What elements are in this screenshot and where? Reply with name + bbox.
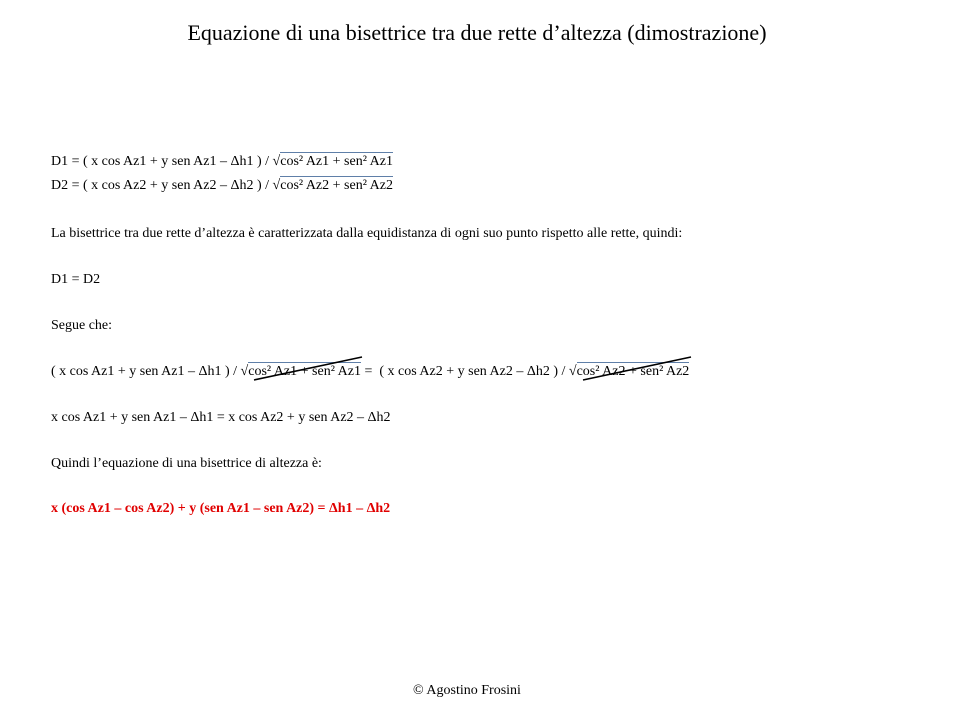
d2-lhs: D2 = ( x cos Az2 + y sen Az2 – Δh2 ) / √ bbox=[51, 178, 281, 193]
right-numerator: ( x cos Az2 + y sen Az2 – Δh2 ) / √ bbox=[379, 364, 577, 379]
result-equation: x (cos Az1 – cos Az2) + y (sen Az1 – sen Az2) = Δh1 – Δh2 bbox=[51, 501, 391, 516]
left-radicand-text: cos² Az1 + sen² Az1 bbox=[248, 364, 361, 379]
copyright-footer: © Agostino Frosini bbox=[413, 683, 521, 698]
d1-lhs: D1 = ( x cos Az1 + y sen Az1 – Δh1 ) / √ bbox=[51, 154, 281, 169]
d2-radicand: cos² Az2 + sen² Az2 bbox=[280, 178, 393, 193]
equals-sign: = bbox=[360, 364, 380, 379]
left-numerator: ( x cos Az1 + y sen Az1 – Δh1 ) / √ bbox=[51, 364, 249, 379]
expanded-equation bbox=[51, 364, 689, 380]
conclusion-text: Quindi l’equazione di una bisettrice di altezza è: bbox=[51, 456, 322, 471]
right-radicand bbox=[577, 362, 690, 380]
simplified-equation: x cos Az1 + y sen Az1 – Δh1 = x cos Az2 + y sen Az2 – Δh2 bbox=[51, 410, 391, 425]
d2-formula bbox=[51, 178, 393, 194]
d1-formula bbox=[51, 154, 393, 170]
right-cancel-stroke bbox=[583, 357, 687, 381]
left-radicand bbox=[248, 362, 361, 380]
right-radicand-text: cos² Az2 + sen² Az2 bbox=[576, 364, 690, 379]
left-cancel-stroke bbox=[254, 357, 358, 381]
intro-text: La bisettrice tra due rette d’altezza è caratterizzata dalla equidistanza di ogni suo punto rispetto alle rette, quindi: bbox=[51, 226, 683, 241]
equality-text: D1 = D2 bbox=[51, 272, 101, 287]
page-title: Equazione di una bisettrice tra due rette d’altezza (dimostrazione) bbox=[187, 20, 767, 45]
d1-radicand: cos² Az1 + sen² Az1 bbox=[280, 154, 393, 169]
segue-text: Segue che: bbox=[51, 318, 113, 333]
